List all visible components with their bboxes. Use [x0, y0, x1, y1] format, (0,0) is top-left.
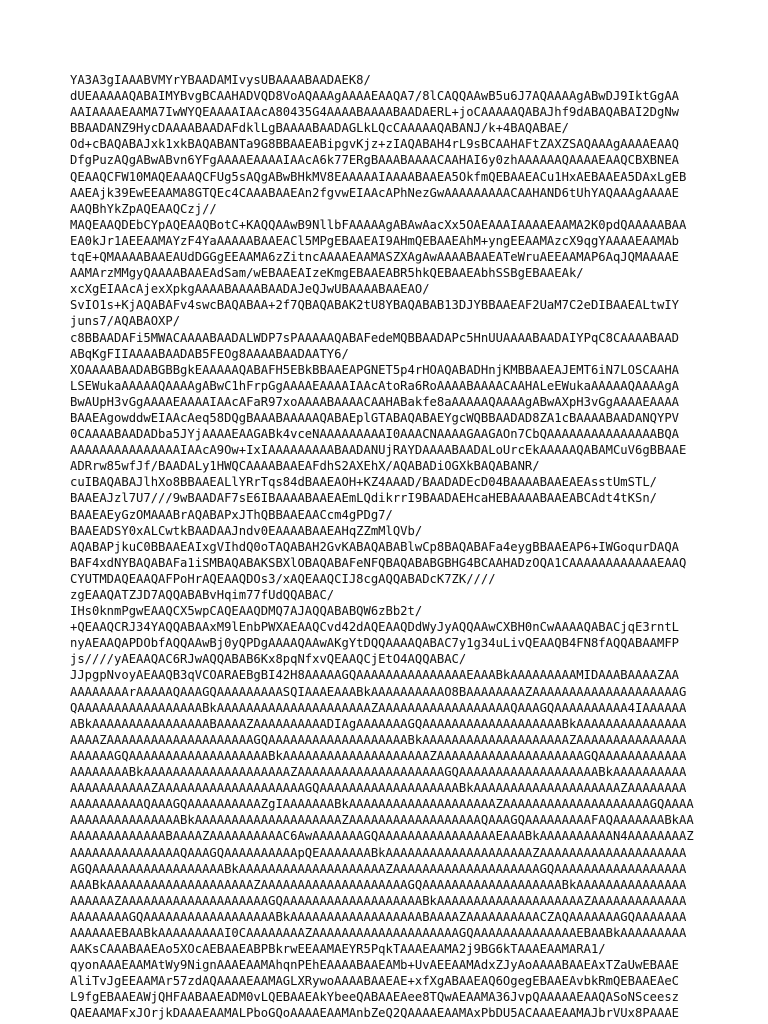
text-line: DfgPuzAQgABwABvn6YFgAAAAEAAAAIAAcA6k77ERgBAAABAAAACAAHAI6y0zhAAAAAAQAAAAEAAQCBXBNEA	[70, 153, 680, 168]
text-line: AQABAPjkuC0BBAAEAIxgVIhdQ0oTAQABAH2GvKABAQABABlwCp8BAQABAFa4eygBBAAEAP6+IWGoqurDAQA	[70, 539, 680, 554]
text-line: AAAAAAAAAAAAAAABkAAAAAAAAAAAAAAAAAAAAZAAAAAAAAAAAAAAAAAAQAAAGQAAAAAAAAAFAQAAAAAAABkAA	[70, 813, 694, 828]
text-line: js////yAEAAQAC6RJwAQQABAB6Kx8pqNfxvQEAAQCjEtO4AQQABAC/	[70, 652, 467, 667]
text-line: AAAAAAAArAAAAAQAAAGQAAAAAAAAASQIAAAEAAABkAAAAAAAAAAO8BAAAAAAAAZAAAAAAAAAAAAAAAAAAAAG	[70, 684, 687, 699]
text-line: cuIBAQABAJlhXo8BBAAEALlYRrTqs84dBAAEAOH+KZ4AAAD/BAADADEcD04BAAAABAAEAEAsstUmSTL/	[70, 475, 657, 490]
text-line: AAAAAAAAAAAAABAAAAZAAAAAAAAAAC6AwAAAAAAAGQAAAAAAAAAAAAAAAAEAAABkAAAAAAAAAAN4AAAAAAAAZ	[70, 829, 694, 844]
text-line: AAKsCAAABAAEAo5XOcAEBAAEABPBkrwEEAAMAEYR5PqkTAAAEAAMA2j9BG6kTAAAEAAMARA1/	[70, 942, 606, 957]
text-line: tqE+QMAAAABAAEAUdDGGgEEAAMA6zZitncAAAAEAAMASZXAgAwAAAABAAEATeWruAEEAAMAP6AqJQMAAAAE	[70, 250, 680, 265]
text-line: BAF4xdNYBAQABAFa1iSMBAQABAKSBXlOBAQABAFeNFQBAQABABGBHG4BCAAHADzOQA1CAAAAAAAAAAAAEAAQ	[70, 555, 687, 570]
text-line: AAAAAAGQAAAAAAAAAAAAAAAAAAABkAAAAAAAAAAAAAAAAAAAAZAAAAAAAAAAAAAAAAAAAAGQAAAAAAAAAAAA	[70, 748, 687, 763]
text-line: nyAEAAQAPDObfAQQAAwBj0yQPDgAAAAQAAwAKgYtDQQAAAAQABAC7y1g34uLivQEAAQB4FN8fAQQABAAMFP	[70, 636, 680, 651]
text-line: AAABkAAAAAAAAAAAAAAAAAAAAZAAAAAAAAAAAAAAAAAAAAGQAAAAAAAAAAAAAAAAAAABkAAAAAAAAAAAAAAA	[70, 877, 687, 892]
text-line: ABqKgFIIAAAABAADAB5FEOg8AAAABAADAATY6/	[70, 346, 349, 361]
text-line: CYUTMDAQEAAQAFPoHrAQEAAQDOs3/xAQEAAQCIJ8cgAQQABADcK7ZK////	[70, 571, 496, 586]
text-line: XOAAAABAADABGBBgkEAAAAAQABAFH5EBkBBAAEAPGNET5p4rHOAQABADHnjKMBBAAEAJEMT6iN7LOSCAAHA	[70, 362, 680, 377]
text-line: L9fgEBAAEAWjQHFAABAAEADM0vLQEBAAEAkYbeeQABAAEAee8TQwAEAAMA36JvpQAAAAAEAAQASoNSceesz	[70, 990, 680, 1005]
text-line: AAAAAAAAGQAAAAAAAAAAAAAAAAAABkAAAAAAAAAAAAAAAAAABAAAAZAAAAAAAAAACZAQAAAAAAAGQAAAAAAA	[70, 909, 687, 924]
text-line: c8BBAADAFi5MWACAAAABAADALWDP7sPAAAAAQABAFedeMQBBAADAPc5HnUUAAAABAADAIYPqC8CAAAABAAD	[70, 330, 680, 345]
text-line: LSEWukaAAAAAQAAAAgABwC1hFrpGgAAAAEAAAAIAAcAtoRa6RoAAAABAAAACAAHALeEWukaAAAAAQAAAAgA	[70, 378, 680, 393]
text-line: QEAAQCFW10MAQEAAAQCFUg5sAQgABwBHkMV8EAAAAAIAAAABAAEA5OkfmQEBAAEACu1HxAEBAAEA5DAxLgEB	[70, 169, 687, 184]
text-line: AAAAAAAAAAAZAAAAAAAAAAAAAAAAAAAAGQAAAAAAAAAAAAAAAAAAABkAAAAAAAAAAAAAAAAAAAAZAAAAAAAA	[70, 781, 687, 796]
text-line: AAAAAAZAAAAAAAAAAAAAAAAAAAAGQAAAAAAAAAAAAAAAAAAABkAAAAAAAAAAAAAAAAAAAAZAAAAAAAAAAAAA	[70, 893, 687, 908]
document-page	[70, 72, 700, 1022]
text-line: MAQEAAQDEbCYpAQEAAQBotC+KAQQAAwB9NllbFAAAAAgABAwAacXx5OAEAAAIAAAAEAAMA2K0pdQAAAAABAA	[70, 217, 687, 232]
text-line: BAAEADSY0xALCwtkBAADAAJndv0EAAAABAAEAHqZZmMlQVb/	[70, 523, 423, 538]
text-line: AAQBhYkZpAQEAAQCzj//	[70, 201, 217, 216]
text-line: ADRrw85wfJf/BAADALy1HWQCAAAABAAEAFdhS2AXEhX/AQABADiOGXkBAQABANR/	[70, 459, 540, 474]
text-line: BAAEAgowddwEIAAcAeq58DQgBAAABAAAAAQABAEplGTABAQABAEYgcWQBBAADAD8ZA1cBAAAABAADANQYPV	[70, 410, 680, 425]
text-line: AAAAZAAAAAAAAAAAAAAAAAAAAGQAAAAAAAAAAAAAAAAAAABkAAAAAAAAAAAAAAAAAAAAZAAAAAAAAAAAAAAA	[70, 732, 687, 747]
text-line: AAEAjk39EwEEAAMA8GTQEc4CAAABAAEAn2fgvwEIAAcAPhNezGwAAAAAAAAACAAHAND6tUhYAQAAAgAAAAE	[70, 185, 680, 200]
text-line: AAAAAAEBAABkAAAAAAAAAI0CAAAAAAAAZAAAAAAAAAAAAAAAAAAAAGQAAAAAAAAAAAAAAEBAABkAAAAAAAAA	[70, 925, 687, 940]
text-line: dUEAAAAAQABAIMYBvgBCAAHADVQD8VoAQAAAgAAAAEAAQA7/8lCAQQAAwB5u6J7AQAAAAgABwDJ9IktGgAA	[70, 89, 680, 104]
text-line: ABkAAAAAAAAAAAAAAAABAAAAZAAAAAAAAAADIAgAAAAAAAGQAAAAAAAAAAAAAAAAAAABkAAAAAAAAAAAAAAA	[70, 716, 687, 731]
text-line: juns7/AQABAOXP/	[70, 314, 181, 329]
text-line: EA0kJr1AEEAAMAYzF4YaAAAAABAAEACl5MPgEBAAEAI9AHmQEBAAEAhM+yngEEAAMAzcX9qgYAAAAEAAMAb	[70, 233, 680, 248]
text-line: AAAAAAAAAAAAAAAQAAAGQAAAAAAAAAApQEAAAAAAABkAAAAAAAAAAAAAAAAAAAAZAAAAAAAAAAAAAAAAAAAA	[70, 845, 687, 860]
text-line: AAAAAAAAAAQAAAGQAAAAAAAAAAZgIAAAAAAABkAAAAAAAAAAAAAAAAAAAAZAAAAAAAAAAAAAAAAAAAAGQAAAA	[70, 797, 694, 812]
text-line: AliTvJgEEAAMAr57zdAQAAAAEAAMAGLXRywoAAAABAAEAE+xfXgABAAEAQ6OgegEBAAEAvbkRmQEBAAEAeC	[70, 974, 680, 989]
text-line: AAAAAAAABkAAAAAAAAAAAAAAAAAAAAZAAAAAAAAAAAAAAAAAAAAGQAAAAAAAAAAAAAAAAAAABkAAAAAAAAAA	[70, 765, 687, 780]
text-line: AAIAAAAEAAMA7IwWYQEAAAAIAAcA80435G4AAAABAAAABAADAERL+joCAAAAAQABAJhf9dABAQABAI2DgNw	[70, 105, 680, 120]
text-line: JJpgpNvoyAEAAQB3qVCOARAEBgBI42H8AAAAAGQAAAAAAAAAAAAAAAEAAABkAAAAAAAAAMIDAAABAAAAZAA	[70, 668, 680, 683]
text-line: BwAUpH3vGgAAAAEAAAAIAAcAFaR97xoAAAABAAAACAAHABakfe8aAAAAAQAAAAgABwAXpH3vGgAAAAEAAAA	[70, 394, 680, 409]
text-line: Od+cBAQABAJxk1xkBAQABANTa9G8BBAAEABipgvKjz+zIAQABAH4rL9sBCAAHAFtZAXZSAQAAAgAAAAEAAQ	[70, 137, 680, 152]
text-line: AAMArzMMgyQAAAABAAEAdSam/wEBAAEAIzeKmgEBAAEABR5hkQEBAAEAbhSSBgEBAAEAk/	[70, 266, 584, 281]
text-line: BAAEAEyGzOMAAABrAQABAPxJThQBBAAEAACcm4gPDg7/	[70, 507, 393, 522]
text-line: QAAAAAAAAAAAAAAAAABkAAAAAAAAAAAAAAAAAAAAAZAAAAAAAAAAAAAAAAAAQAAAGQAAAAAAAAAA4IAAAAAA	[70, 700, 687, 715]
text-line: BBAADANZ9HycDAAAABAADAFdklLgBAAAABAADAGLkLQcCAAAAAQABANJ/k+4BAQABAE/	[70, 121, 569, 136]
text-line: qyonAAAEAAMAtWy9NignAAAEAAMAhqnPEhEAAAABAAEAMb+UvAEEAAMAdxZJyAoAAAABAAEAxTZaUwEBAAE	[70, 958, 680, 973]
text-line: +QEAAQCRJ34YAQQABAAxM9lEnbPWXAEAAQCvd42dAQEAAQDdWyJyAQQAAwCXBH0nCwAAAAQABACjqE3rntL	[70, 620, 680, 635]
text-line: 0CAAAABAADADba5JYjAAAAEAAGABk4vceNAAAAAAAAAI0AAACNAAAAGAAGAOn7CbQAAAAAAAAAAAAAAABQA	[70, 427, 680, 442]
text-line: zgEAAQATZJD7AQQABABvHqim77fUdQQABAC/	[70, 588, 335, 602]
text-line: QAEAAMAFxJOrjkDAAAEAAMALPboGQoAAAAEAAMAnbZeQ2QAAAAEAAMAxPbDU5ACAAAEAAMAJbrVUx8PAAAE	[70, 1006, 680, 1021]
text-line: BAAEAJzl7U7///9wBAADAF7sE6IBAAAABAAEAEmLQdikrrI9BAADAEHcaHEBAAAABAAEABCAdt4tKSn/	[70, 491, 657, 506]
text-line: YA3A3gIAAABVMYrYBAADAMIvysUBAAAABAADAEK8/	[70, 73, 371, 87]
text-line: SvIO1s+KjAQABAFv4swcBAQABAA+2f7QBAQABAK2tU8YBAQABAB13DJYBBAAEAF2UaM7C2eDIBAAEALtwIY	[70, 298, 680, 313]
text-line: IHs0knmPgwEAAQCX5wpCAQEAAQDMQ7AJAQQABABQW6zBb2t/	[70, 604, 423, 619]
text-line: xcXgEIAAcAjexXpkgAAAABAAAABAADAJeQJwUBAAAABAAEAO/	[70, 282, 430, 297]
text-line: AAAAAAAAAAAAAAAIAAcA9Ow+IxIAAAAAAAAABAADANUjRAYDAAAABAADALoUrcEkAAAAAQABAMCuV6gBBAAE	[70, 443, 687, 458]
text-line: AGQAAAAAAAAAAAAAAAAAABkAAAAAAAAAAAAAAAAAAAAZAAAAAAAAAAAAAAAAAAAAGQAAAAAAAAAAAAAAAAAA	[70, 861, 687, 876]
